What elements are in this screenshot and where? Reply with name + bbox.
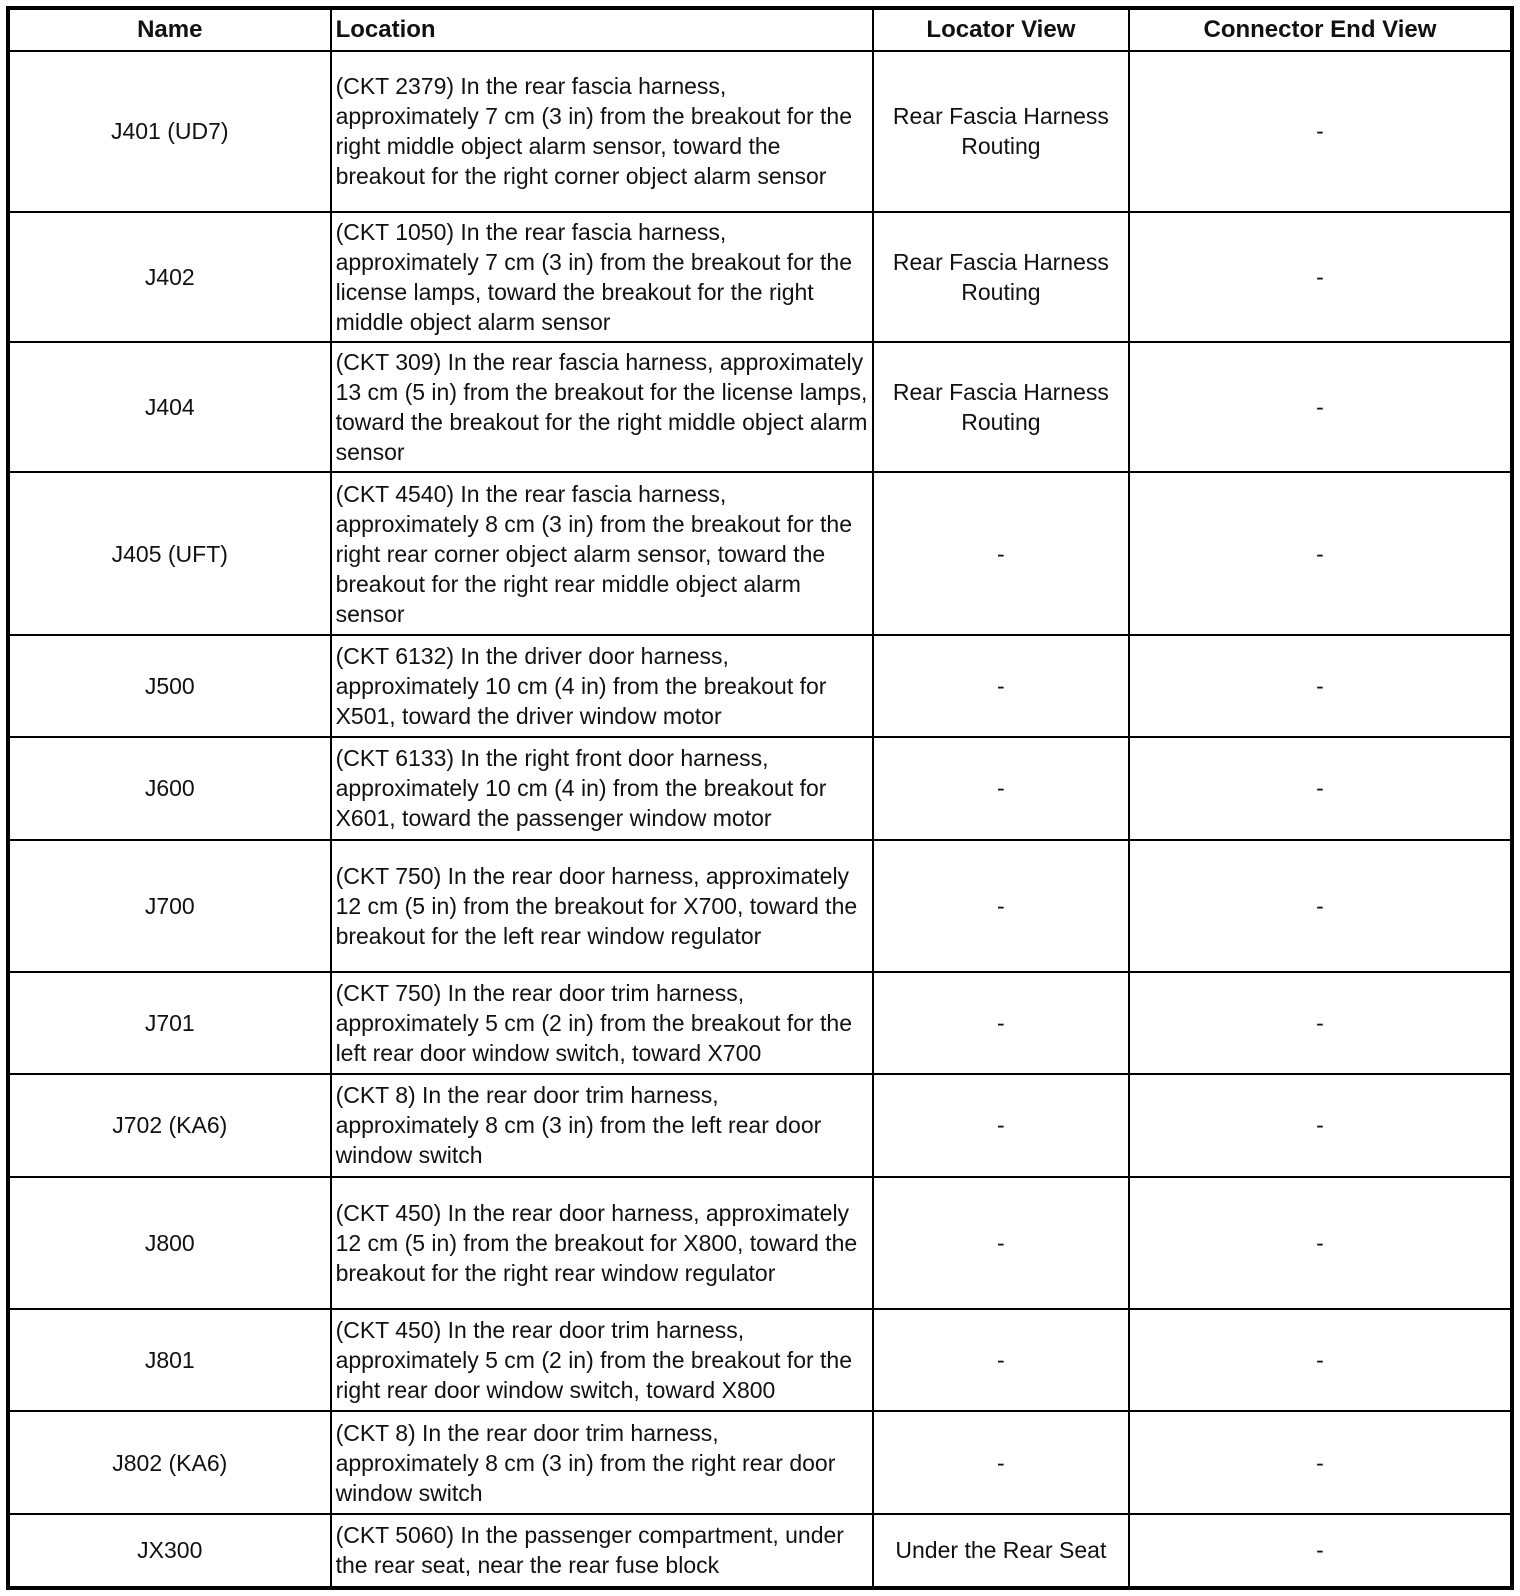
table-row [8, 1514, 1512, 1588]
table-row [8, 840, 1512, 972]
cell-location: (CKT 450) In the rear door trim harness, approximately 5 cm (2 in) from the breakout for the right rear door window switch, toward X800 [331, 1309, 873, 1411]
cell-connector-end-view: - [1129, 1411, 1512, 1513]
cell-connector-end-view: - [1129, 1074, 1512, 1176]
cell-location: (CKT 450) In the rear door harness, approximately 12 cm (5 in) from the breakout for X800, toward the breakout for the right rear window regulator [331, 1177, 873, 1309]
cell-connector-end-view: - [1129, 51, 1512, 212]
cell-location: (CKT 750) In the rear door harness, approximately 12 cm (5 in) from the breakout for X700, toward the breakout for the left rear window regulator [331, 840, 873, 972]
cell-name: J702 (KA6) [8, 1074, 331, 1176]
cell-locator-view: - [873, 972, 1129, 1074]
cell-location: (CKT 750) In the rear door trim harness, approximately 5 cm (2 in) from the breakout for the left rear door window switch, toward X700 [331, 972, 873, 1074]
header-locator-view: Locator View [873, 8, 1129, 51]
cell-connector-end-view: - [1129, 472, 1512, 635]
cell-name: JX300 [8, 1514, 331, 1588]
cell-connector-end-view: - [1129, 1177, 1512, 1309]
cell-locator-view: Under the Rear Seat [873, 1514, 1129, 1588]
cell-connector-end-view: - [1129, 342, 1512, 472]
header-location: Location [331, 8, 873, 51]
cell-name: J701 [8, 972, 331, 1074]
cell-location: (CKT 6132) In the driver door harness, approximately 10 cm (4 in) from the breakout for X501, toward the driver window motor [331, 635, 873, 737]
cell-location: (CKT 2379) In the rear fascia harness, approximately 7 cm (3 in) from the breakout for the right middle object alarm sensor, toward the breakout for the right corner object alarm sensor [331, 51, 873, 212]
header-name: Name [8, 8, 331, 51]
table-row [8, 472, 1512, 635]
cell-connector-end-view: - [1129, 840, 1512, 972]
cell-name: J802 (KA6) [8, 1411, 331, 1513]
cell-location: (CKT 4540) In the rear fascia harness, approximately 8 cm (3 in) from the breakout for the right rear corner object alarm sensor, toward the breakout for the right rear middle object alarm sensor [331, 472, 873, 635]
cell-locator-view: - [873, 840, 1129, 972]
header-connector-end-view: Connector End View [1129, 8, 1512, 51]
cell-connector-end-view: - [1129, 635, 1512, 737]
cell-locator-view: - [873, 1411, 1129, 1513]
cell-locator-view: - [873, 1309, 1129, 1411]
cell-connector-end-view: - [1129, 1514, 1512, 1588]
table-row [8, 1411, 1512, 1513]
table-row [8, 212, 1512, 342]
cell-connector-end-view: - [1129, 972, 1512, 1074]
cell-locator-view: - [873, 635, 1129, 737]
cell-locator-view: - [873, 472, 1129, 635]
cell-locator-view: - [873, 1074, 1129, 1176]
cell-location: (CKT 5060) In the passenger compartment, under the rear seat, near the rear fuse block [331, 1514, 873, 1588]
cell-location: (CKT 6133) In the right front door harness, approximately 10 cm (4 in) from the breakout for X601, toward the passenger window motor [331, 737, 873, 839]
cell-connector-end-view: - [1129, 737, 1512, 839]
table-row [8, 635, 1512, 737]
cell-name: J800 [8, 1177, 331, 1309]
table-row [8, 972, 1512, 1074]
cell-locator-view: Rear Fascia Harness Routing [873, 212, 1129, 342]
table-row [8, 1074, 1512, 1176]
cell-name: J700 [8, 840, 331, 972]
cell-name: J801 [8, 1309, 331, 1411]
cell-connector-end-view: - [1129, 212, 1512, 342]
cell-name: J404 [8, 342, 331, 472]
cell-name: J500 [8, 635, 331, 737]
cell-name: J401 (UD7) [8, 51, 331, 212]
table-row [8, 342, 1512, 472]
table-row [8, 51, 1512, 212]
table-row [8, 1177, 1512, 1309]
cell-location: (CKT 8) In the rear door trim harness, approximately 8 cm (3 in) from the left rear door window switch [331, 1074, 873, 1176]
cell-locator-view: - [873, 737, 1129, 839]
cell-name: J600 [8, 737, 331, 839]
cell-location: (CKT 309) In the rear fascia harness, approximately 13 cm (5 in) from the breakout for the license lamps, toward the breakout for the right middle object alarm sensor [331, 342, 873, 472]
table-header-row [8, 8, 1512, 51]
cell-locator-view: Rear Fascia Harness Routing [873, 51, 1129, 212]
table-row [8, 1309, 1512, 1411]
cell-name: J405 (UFT) [8, 472, 331, 635]
table-row [8, 737, 1512, 839]
splice-location-table [6, 6, 1514, 1590]
cell-connector-end-view: - [1129, 1309, 1512, 1411]
cell-location: (CKT 1050) In the rear fascia harness, approximately 7 cm (3 in) from the breakout for the license lamps, toward the breakout for the right middle object alarm sensor [331, 212, 873, 342]
cell-locator-view: Rear Fascia Harness Routing [873, 342, 1129, 472]
cell-name: J402 [8, 212, 331, 342]
cell-locator-view: - [873, 1177, 1129, 1309]
cell-location: (CKT 8) In the rear door trim harness, approximately 8 cm (3 in) from the right rear door window switch [331, 1411, 873, 1513]
